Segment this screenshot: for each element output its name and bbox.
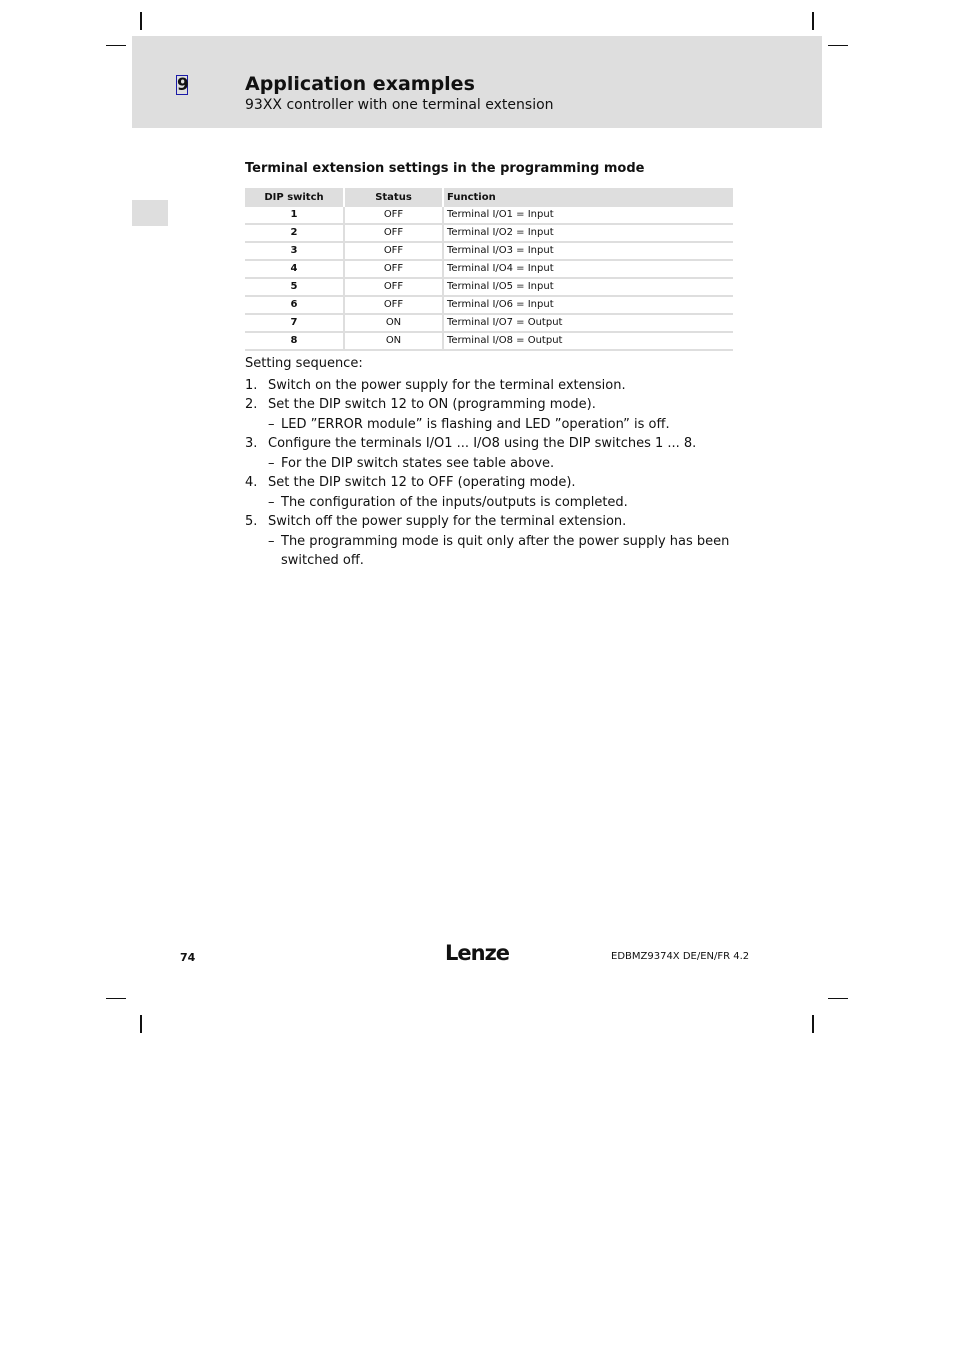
step-note xyxy=(268,454,735,473)
dash-marker: – xyxy=(268,456,275,471)
note-text: For the DIP switch states see table above. xyxy=(281,456,555,471)
table-row xyxy=(245,279,733,297)
function-cell: Terminal I/O4 = Input xyxy=(442,261,733,279)
status-cell: OFF xyxy=(343,279,442,297)
list-item xyxy=(245,376,735,395)
dip-switch-table xyxy=(245,188,733,351)
step-number: 4. xyxy=(245,475,258,490)
function-cell: Terminal I/O6 = Input xyxy=(442,297,733,315)
step-number: 3. xyxy=(245,436,258,451)
step-text: Set the DIP switch 12 to ON (programming mode). xyxy=(268,397,596,412)
status-cell: OFF xyxy=(343,207,442,225)
step-number: 5. xyxy=(245,514,258,529)
column-header-function: Function xyxy=(442,188,733,207)
header-band xyxy=(132,36,822,128)
page-subtitle: 93XX controller with one terminal extension xyxy=(245,97,554,113)
function-cell: Terminal I/O7 = Output xyxy=(442,315,733,333)
status-cell: OFF xyxy=(343,225,442,243)
table-header-row xyxy=(245,188,733,207)
column-header-status: Status xyxy=(343,188,442,207)
status-cell: ON xyxy=(343,333,442,351)
step-note xyxy=(268,493,735,512)
sequence-intro: Setting sequence: xyxy=(245,356,363,371)
function-cell: Terminal I/O3 = Input xyxy=(442,243,733,261)
table-row xyxy=(245,261,733,279)
dash-marker: – xyxy=(268,534,275,549)
list-item xyxy=(245,473,735,512)
step-text: Switch on the power supply for the terminal extension. xyxy=(268,378,626,393)
step-text: Set the DIP switch 12 to OFF (operating mode). xyxy=(268,475,576,490)
chapter-number: 9 xyxy=(177,75,189,95)
dash-marker: – xyxy=(268,417,275,432)
table-row xyxy=(245,243,733,261)
crop-mark xyxy=(106,998,126,999)
status-cell: ON xyxy=(343,315,442,333)
function-cell: Terminal I/O1 = Input xyxy=(442,207,733,225)
dash-marker: – xyxy=(268,495,275,510)
list-item xyxy=(245,395,735,434)
dip-switch-cell: 6 xyxy=(245,297,343,315)
step-text: Configure the terminals I/O1 ... I/O8 using the DIP switches 1 ... 8. xyxy=(268,436,697,451)
step-number: 2. xyxy=(245,397,258,412)
list-item xyxy=(245,434,735,473)
dip-switch-cell: 5 xyxy=(245,279,343,297)
step-note xyxy=(268,532,735,570)
table-row xyxy=(245,315,733,333)
side-tab-marker xyxy=(132,200,168,226)
crop-mark xyxy=(828,998,848,999)
function-cell: Terminal I/O2 = Input xyxy=(442,225,733,243)
note-text: The programming mode is quit only after the power supply has been switched off. xyxy=(281,534,730,568)
document-id: EDBMZ9374X DE/EN/FR 4.2 xyxy=(611,951,750,962)
function-cell: Terminal I/O5 = Input xyxy=(442,279,733,297)
crop-mark xyxy=(140,12,142,30)
dip-switch-cell: 3 xyxy=(245,243,343,261)
crop-mark xyxy=(140,1015,142,1033)
crop-mark xyxy=(812,1015,814,1033)
dip-switch-cell: 1 xyxy=(245,207,343,225)
page-title: Application examples xyxy=(245,73,475,95)
note-text: The configuration of the inputs/outputs is completed. xyxy=(281,495,628,510)
column-header-dip-switch: DIP switch xyxy=(245,188,343,207)
dip-switch-cell: 7 xyxy=(245,315,343,333)
dip-switch-cell: 8 xyxy=(245,333,343,351)
dip-switch-cell: 2 xyxy=(245,225,343,243)
setting-sequence-list xyxy=(245,376,735,570)
crop-mark xyxy=(812,12,814,30)
section-heading: Terminal extension settings in the programming mode xyxy=(245,161,645,176)
function-cell: Terminal I/O8 = Output xyxy=(442,333,733,351)
dip-switch-cell: 4 xyxy=(245,261,343,279)
step-note xyxy=(268,415,735,434)
status-cell: OFF xyxy=(343,261,442,279)
table-row xyxy=(245,333,733,351)
page-number: 74 xyxy=(180,951,196,964)
status-cell: OFF xyxy=(343,243,442,261)
status-cell: OFF xyxy=(343,297,442,315)
crop-mark xyxy=(828,45,848,46)
note-text: LED ”ERROR module” is flashing and LED ”operation” is off. xyxy=(281,417,670,432)
table-row xyxy=(245,225,733,243)
step-text: Switch off the power supply for the terminal extension. xyxy=(268,514,627,529)
crop-mark xyxy=(106,45,126,46)
list-item xyxy=(245,512,735,570)
step-number: 1. xyxy=(245,378,258,393)
table-row xyxy=(245,207,733,225)
table-row xyxy=(245,297,733,315)
brand-logo: Lenze xyxy=(445,941,510,965)
